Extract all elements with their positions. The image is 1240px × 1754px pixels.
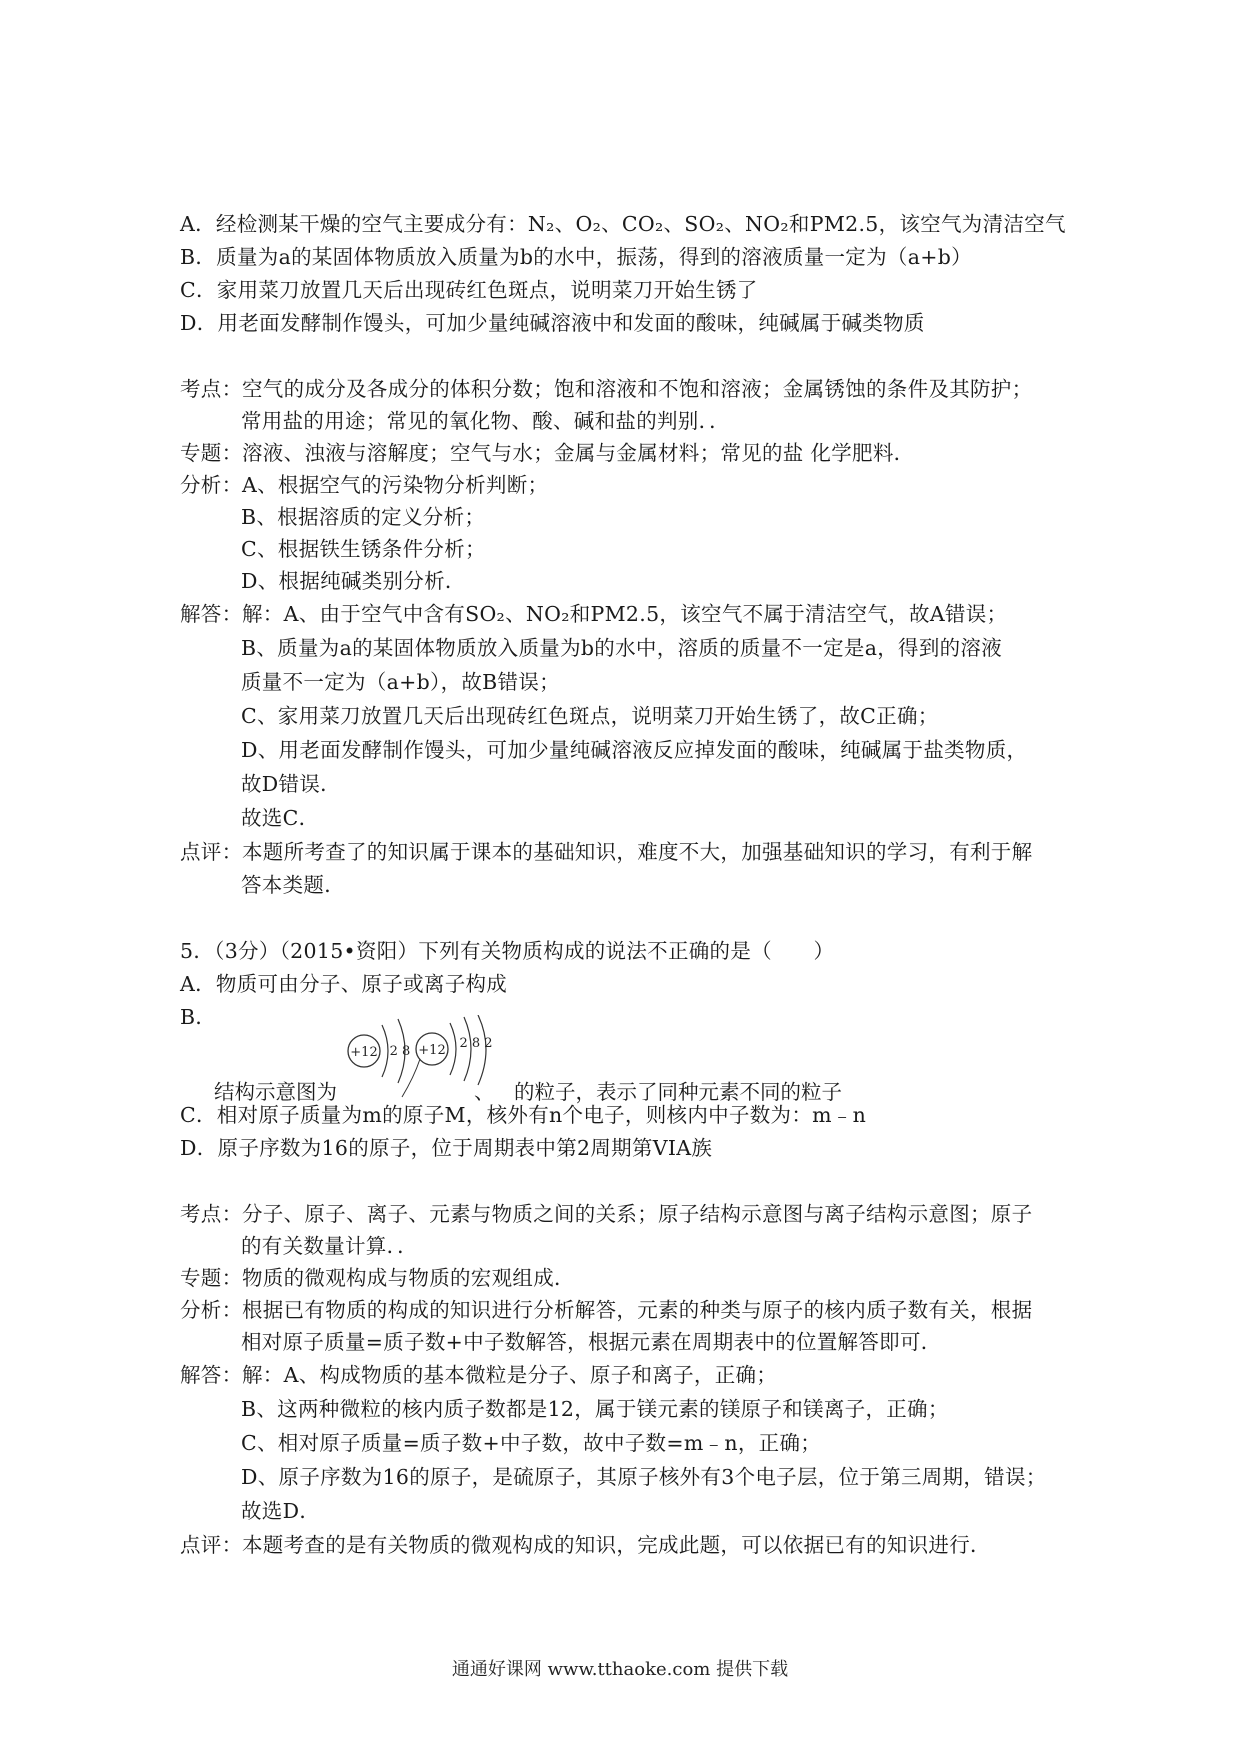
q5-option-b-text-2: 的粒子，表示了同种元素不同的粒子 [514, 1080, 842, 1104]
q5-jieda-line-3: C、相对原子质量=质子数+中子数，故中子数=m﹣n，正确； [241, 1431, 822, 1455]
q5-kaodian [180, 1198, 1032, 1230]
q4-jieda-line-7: 故选C． [241, 806, 320, 830]
q4-dianping-line-1: 本题所考查了的知识属于课本的基础知识，难度不大，加强基础知识的学习，有利于解 [242, 840, 1033, 864]
q4-jieda-line-5: D、用老面发酵制作馒头，可加少量纯碱溶液反应掉发面的酸味，纯碱属于盐类物质， [241, 738, 1028, 762]
atom-structure-icon-2 [410, 1015, 520, 1105]
q4-jieda-line-3: 质量不一定为（a+b），故B错误； [241, 670, 560, 694]
q4-jieda-line-1: 解：A、由于空气中含有SO₂、NO₂和PM2.5，该空气不属于清洁空气，故A错误； [242, 602, 1008, 626]
q5-option-b-label: B． [180, 1005, 217, 1029]
q4-kaodian [180, 373, 1032, 405]
q4-fenxi-line-1: A、根据空气的污染物分析判断； [242, 473, 549, 497]
atom2-nucleus: +12 [418, 1043, 446, 1058]
q4-fenxi [180, 469, 548, 501]
q5-dianping [180, 1529, 991, 1561]
q5-option-c: C．相对原子质量为m的原子M，核外有n个电子，则核内中子数为：m﹣n [180, 1103, 867, 1127]
q4-jieda-label: 解答： [180, 602, 243, 626]
atom1-nucleus: +12 [350, 1045, 378, 1060]
q5-fenxi-line-1: 根据已有物质的构成的知识进行分析解答，元素的种类与原子的核内质子数有关，根据 [242, 1298, 1033, 1322]
q5-jieda-line-2: B、这两种微粒的核内质子数都是12，属于镁元素的镁原子和镁离子，正确； [241, 1397, 949, 1421]
page-footer: 通通好课网 www.tthaoke.com 提供下载 [451, 1659, 789, 1680]
q5-option-b-text-1: 结构示意图为 [214, 1080, 337, 1104]
q4-dianping [180, 836, 1032, 868]
q5-jieda-label: 解答： [180, 1363, 243, 1387]
q5-zhuanti [180, 1262, 575, 1294]
q4-option-b: B．质量为a的某固体物质放入质量为b的水中，振荡，得到的溶液质量一定为（a+b） [180, 245, 972, 269]
q5-jieda [180, 1359, 777, 1391]
q4-jieda-line-4: C、家用菜刀放置几天后出现砖红色斑点，说明菜刀开始生锈了，故C正确； [241, 704, 939, 728]
q5-option-d: D．原子序数为16的原子，位于周期表中第2周期第VIA族 [180, 1136, 713, 1160]
q4-zhuanti-label: 专题： [180, 441, 243, 465]
q4-kaodian-line-1: 空气的成分及各成分的体积分数；饱和溶液和不饱和溶液；金属锈蚀的条件及其防护； [242, 377, 1033, 401]
q4-fenxi-line-4: D、根据纯碱类别分析． [241, 569, 466, 593]
q5-option-a: A．物质可由分子、原子或离子构成 [180, 972, 508, 996]
q4-fenxi-line-3: C、根据铁生锈条件分析； [241, 537, 486, 561]
q4-jieda-line-6: 故D错误． [241, 772, 341, 796]
q5-jieda-line-5: 故选D． [241, 1499, 321, 1523]
atom2-shells: 2 8 2 [459, 1036, 493, 1051]
q4-jieda-line-2: B、质量为a的某固体物质放入质量为b的水中，溶质的质量不一定是a，得到的溶液 [241, 636, 1003, 660]
q4-jieda [180, 598, 1007, 630]
atom1-shells: 2 8 [389, 1044, 411, 1059]
q5-kaodian-line-2: 的有关数量计算．． [241, 1234, 418, 1258]
q5-option-b-separator: 、 [474, 1080, 495, 1104]
q5-fenxi-line-2: 相对原子质量=质子数+中子数解答，根据元素在周期表中的位置解答即可． [241, 1330, 942, 1354]
q5-zhuanti-label: 专题： [180, 1266, 243, 1290]
q4-zhuanti-text: 溶液、浊液与溶解度；空气与水；金属与金属材料；常见的盐 化学肥料． [242, 441, 915, 465]
q4-zhuanti [180, 437, 914, 469]
q4-option-c: C．家用菜刀放置几天后出现砖红色斑点，说明菜刀开始生锈了 [180, 278, 758, 302]
q4-kaodian-line-2: 常用盐的用途；常见的氧化物、酸、碱和盐的判别．． [241, 409, 730, 433]
q5-stem: 5．（3分）（2015•资阳）下列有关物质构成的说法不正确的是（ ） [180, 939, 835, 963]
q4-fenxi-line-2: B、根据溶质的定义分析； [241, 505, 486, 529]
q4-option-a: A．经检测某干燥的空气主要成分有：N₂、O₂、CO₂、SO₂、NO₂和PM2.5，该空气为清洁空气 [180, 212, 1066, 236]
q5-jieda-line-1: 解：A、构成物质的基本微粒是分子、原子和离子，正确； [242, 1363, 778, 1387]
q5-kaodian-line-1: 分子、原子、离子、元素与物质之间的关系；原子结构示意图与离子结构示意图；原子 [242, 1202, 1033, 1226]
q5-dianping-text: 本题考查的是有关物质的微观构成的知识，完成此题，可以依据已有的知识进行． [242, 1533, 991, 1557]
q5-fenxi-label: 分析： [180, 1298, 243, 1322]
q4-fenxi-label: 分析： [180, 473, 243, 497]
q5-dianping-label: 点评： [180, 1533, 243, 1557]
q4-option-d: D．用老面发酵制作馒头，可加少量纯碱溶液中和发面的酸味，纯碱属于碱类物质 [180, 311, 925, 335]
q5-jieda-line-4: D、原子序数为16的原子，是硫原子，其原子核外有3个电子层，位于第三周期，错误； [241, 1465, 1047, 1489]
q4-dianping-label: 点评： [180, 840, 243, 864]
q5-kaodian-label: 考点： [180, 1202, 243, 1226]
q4-dianping-line-2: 答本类题． [241, 873, 345, 897]
q4-kaodian-label: 考点： [180, 377, 243, 401]
q5-fenxi [180, 1294, 1032, 1326]
q5-zhuanti-text: 物质的微观构成与物质的宏观组成． [242, 1266, 575, 1290]
